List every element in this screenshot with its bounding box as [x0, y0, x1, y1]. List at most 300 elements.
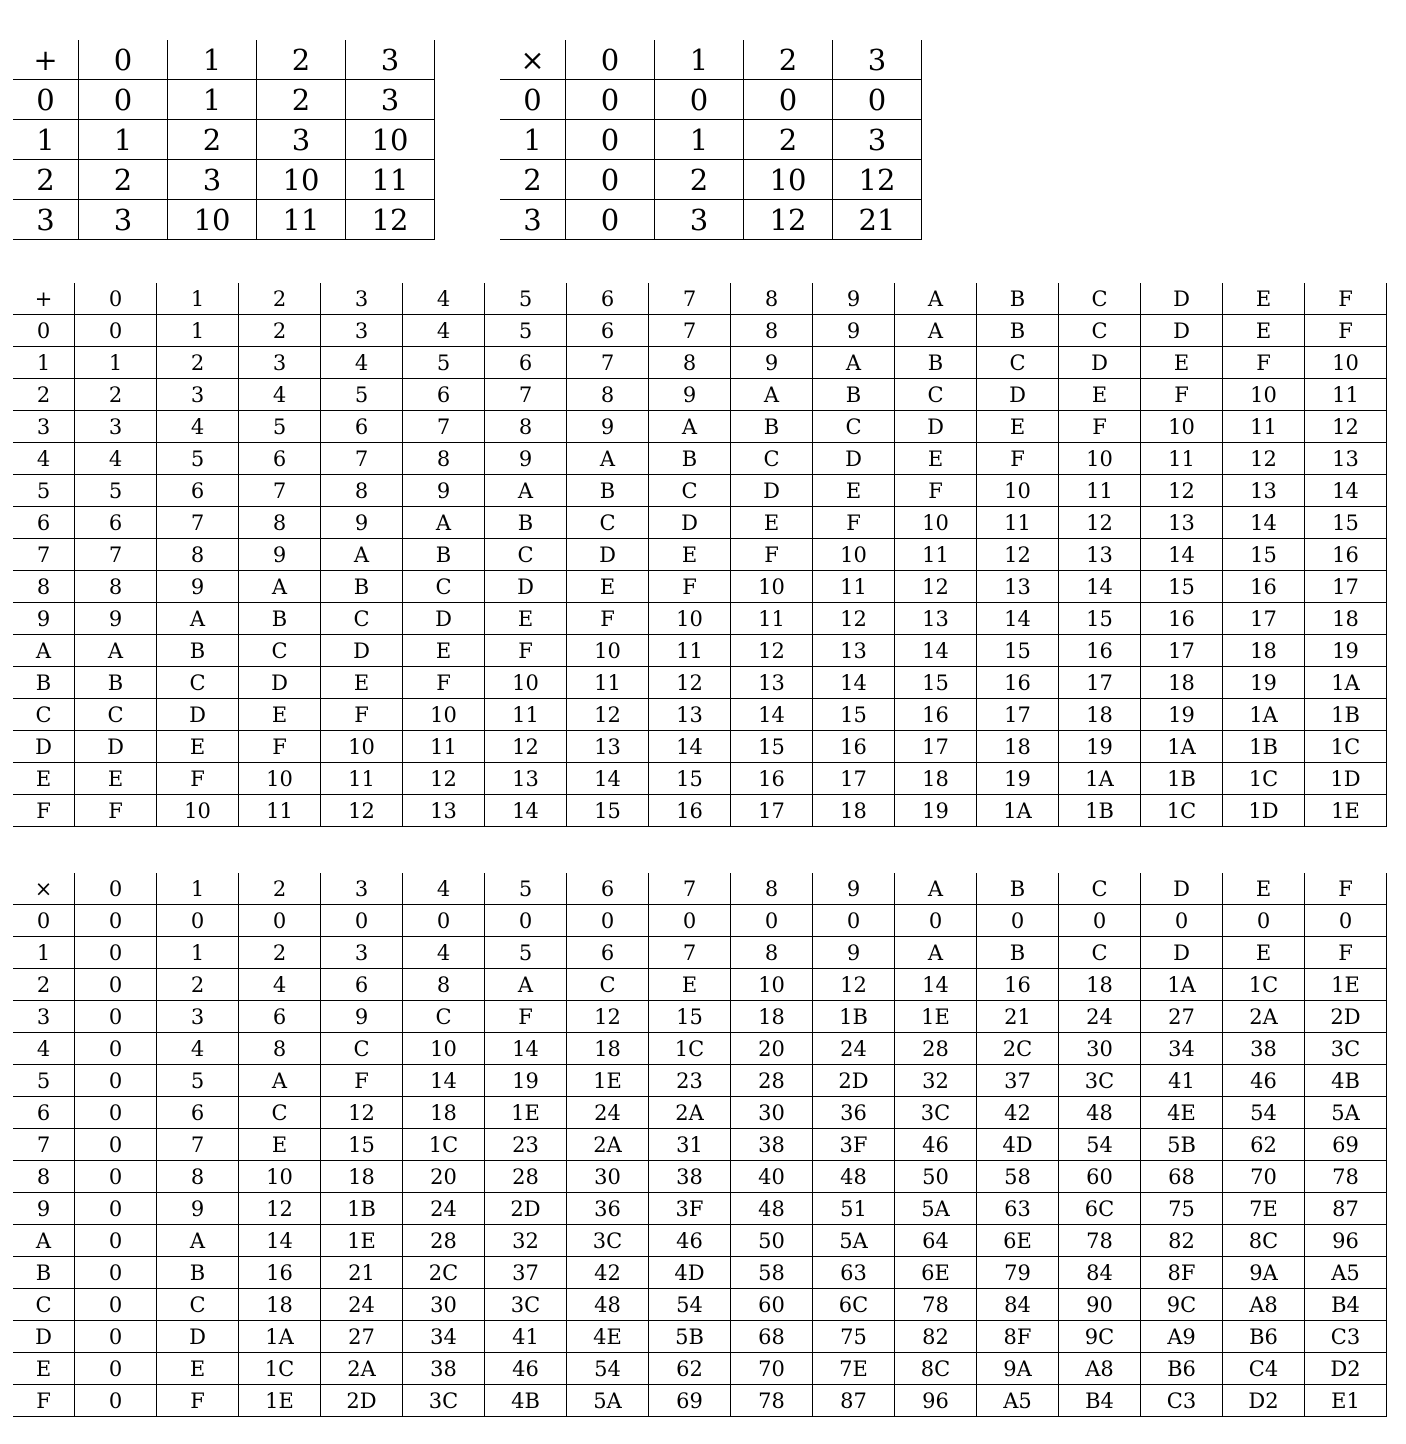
table-cell: B	[403, 539, 485, 571]
table-cell: 2	[239, 315, 321, 347]
table-cell: 84	[1059, 1257, 1141, 1289]
table-cell: B	[977, 937, 1059, 969]
column-header: 5	[485, 873, 567, 905]
column-header: B	[977, 283, 1059, 315]
table-cell: C	[239, 635, 321, 667]
table-row	[13, 120, 435, 160]
table-cell: A	[75, 635, 157, 667]
row-header: 8	[13, 571, 75, 603]
table-cell: 1E	[1305, 969, 1387, 1001]
column-header: C	[1059, 283, 1141, 315]
table-cell: 20	[403, 1161, 485, 1193]
row-header: 3	[13, 1001, 75, 1033]
table-cell: F	[567, 603, 649, 635]
table-cell: A	[649, 411, 731, 443]
table-row	[13, 731, 1387, 763]
table-cell: 3C	[1305, 1033, 1387, 1065]
table-cell: D2	[1223, 1385, 1305, 1417]
table-cell: 14	[1305, 475, 1387, 507]
table-cell: C	[731, 443, 813, 475]
table-cell: A	[895, 315, 977, 347]
table-cell: C	[157, 667, 239, 699]
table-cell: 18	[1141, 667, 1223, 699]
table-row	[13, 507, 1387, 539]
table-cell: 54	[1059, 1129, 1141, 1161]
table-cell: 14	[403, 1065, 485, 1097]
table-cell: 10	[403, 699, 485, 731]
table-cell: 58	[731, 1257, 813, 1289]
table-cell: 14	[1059, 571, 1141, 603]
row-header: E	[13, 763, 75, 795]
table-cell: 1B	[321, 1193, 403, 1225]
table-cell: 5A	[567, 1385, 649, 1417]
table-cell: 30	[403, 1289, 485, 1321]
table-row	[13, 1129, 1387, 1161]
table-cell: 4	[75, 443, 157, 475]
table-cell: 3C	[895, 1097, 977, 1129]
row-header: B	[13, 667, 75, 699]
table-cell: 1A	[1059, 763, 1141, 795]
table-cell: A	[567, 443, 649, 475]
table-cell: 11	[1223, 411, 1305, 443]
table-row	[13, 1161, 1387, 1193]
table-cell: 0	[75, 1289, 157, 1321]
table-cell: 8	[731, 315, 813, 347]
table-cell: 11	[895, 539, 977, 571]
row-header: 7	[13, 1129, 75, 1161]
column-header: 7	[649, 283, 731, 315]
table-cell: 13	[895, 603, 977, 635]
table-cell: C	[403, 1001, 485, 1033]
table-cell: F	[1223, 347, 1305, 379]
table-cell: 10	[1223, 379, 1305, 411]
table-cell: 12	[567, 699, 649, 731]
column-header: A	[895, 283, 977, 315]
table-cell: 1C	[1141, 795, 1223, 827]
table-cell: 42	[977, 1097, 1059, 1129]
table-cell: 18	[813, 795, 895, 827]
table-cell: 0	[895, 905, 977, 937]
table-cell: F	[731, 539, 813, 571]
table-cell: 46	[895, 1129, 977, 1161]
operator-symbol: +	[13, 40, 79, 80]
table-cell: 1C	[1305, 731, 1387, 763]
table-cell: F	[977, 443, 1059, 475]
table-cell: 2D	[813, 1065, 895, 1097]
table-cell: 0	[75, 1001, 157, 1033]
row-header: 1	[500, 120, 566, 160]
table-row	[13, 411, 1387, 443]
row-header: 3	[500, 200, 566, 240]
table-cell: 9	[321, 507, 403, 539]
table-cell: C	[157, 1289, 239, 1321]
header-row	[13, 40, 435, 80]
table-cell: 5B	[649, 1321, 731, 1353]
table-cell: A5	[977, 1385, 1059, 1417]
table-cell: 75	[813, 1321, 895, 1353]
row-header: 7	[13, 539, 75, 571]
table-cell: 10	[731, 969, 813, 1001]
table-cell: 3	[833, 120, 922, 160]
base4-addition-table	[13, 40, 435, 240]
table-cell: 9	[239, 539, 321, 571]
table-cell: 15	[649, 763, 731, 795]
column-header: 8	[731, 283, 813, 315]
table-cell: 16	[977, 969, 1059, 1001]
column-header: 7	[649, 873, 731, 905]
table-cell: A	[403, 507, 485, 539]
table-cell: 2	[157, 347, 239, 379]
table-cell: 1	[157, 937, 239, 969]
table-cell: 17	[731, 795, 813, 827]
table-cell: 19	[1305, 635, 1387, 667]
table-cell: F	[403, 667, 485, 699]
table-cell: 0	[731, 905, 813, 937]
table-cell: 14	[813, 667, 895, 699]
table-cell: 87	[1305, 1193, 1387, 1225]
column-header: 0	[75, 283, 157, 315]
table-cell: 12	[321, 795, 403, 827]
column-header: B	[977, 873, 1059, 905]
table-cell: 3	[168, 160, 257, 200]
table-cell: 9A	[977, 1353, 1059, 1385]
table-cell: 18	[239, 1289, 321, 1321]
column-header: 1	[655, 40, 744, 80]
table-cell: 24	[321, 1289, 403, 1321]
table-cell: 9A	[1223, 1257, 1305, 1289]
table-cell: 11	[257, 200, 346, 240]
table-cell: 3	[75, 411, 157, 443]
table-cell: 0	[75, 1321, 157, 1353]
table-cell: 12	[649, 667, 731, 699]
table-cell: 24	[403, 1193, 485, 1225]
table-cell: C	[321, 1033, 403, 1065]
table-cell: B	[977, 315, 1059, 347]
table-cell: 16	[1305, 539, 1387, 571]
table-cell: C	[567, 507, 649, 539]
table-cell: B	[157, 635, 239, 667]
table-cell: 46	[1223, 1065, 1305, 1097]
table-cell: 10	[157, 795, 239, 827]
table-cell: 1E	[485, 1097, 567, 1129]
table-cell: C4	[1223, 1353, 1305, 1385]
table-cell: 9	[567, 411, 649, 443]
table-cell: 5A	[1305, 1097, 1387, 1129]
table-cell: 1	[75, 347, 157, 379]
table-cell: 0	[833, 80, 922, 120]
table-cell: 1E	[239, 1385, 321, 1417]
table-cell: 14	[567, 763, 649, 795]
table-cell: 18	[731, 1001, 813, 1033]
row-header: 2	[13, 379, 75, 411]
table-cell: 10	[321, 731, 403, 763]
table-cell: 0	[403, 905, 485, 937]
table-cell: 28	[403, 1225, 485, 1257]
table-cell: 60	[1059, 1161, 1141, 1193]
table-cell: 9	[649, 379, 731, 411]
table-cell: 5	[485, 937, 567, 969]
table-cell: 18	[567, 1033, 649, 1065]
row-header: E	[13, 1353, 75, 1385]
table-cell: 1B	[813, 1001, 895, 1033]
table-cell: 7	[75, 539, 157, 571]
table-cell: B	[321, 571, 403, 603]
table-cell: 13	[1059, 539, 1141, 571]
table-cell: 64	[895, 1225, 977, 1257]
table-cell: F	[1305, 937, 1387, 969]
table-cell: 87	[813, 1385, 895, 1417]
table-cell: D	[1141, 937, 1223, 969]
table-cell: 2A	[321, 1353, 403, 1385]
table-cell: 10	[813, 539, 895, 571]
table-cell: 0	[813, 905, 895, 937]
table-cell: 10	[239, 763, 321, 795]
table-cell: C	[977, 347, 1059, 379]
table-cell: 48	[731, 1193, 813, 1225]
table-cell: 14	[1223, 507, 1305, 539]
table-cell: A	[731, 379, 813, 411]
table-cell: 4D	[649, 1257, 731, 1289]
table-cell: 21	[833, 200, 922, 240]
table-cell: A	[321, 539, 403, 571]
column-header: E	[1223, 283, 1305, 315]
table-cell: E	[157, 731, 239, 763]
table-cell: 8	[485, 411, 567, 443]
table-row	[13, 200, 435, 240]
table-cell: C	[75, 699, 157, 731]
row-header: 6	[13, 1097, 75, 1129]
column-header: 2	[257, 40, 346, 80]
table-cell: 17	[1141, 635, 1223, 667]
table-cell: D	[895, 411, 977, 443]
table-cell: 12	[977, 539, 1059, 571]
table-cell: 24	[813, 1033, 895, 1065]
table-cell: 48	[813, 1161, 895, 1193]
row-header: 8	[13, 1161, 75, 1193]
table-cell: E1	[1305, 1385, 1387, 1417]
table-row	[500, 200, 922, 240]
table-cell: 30	[731, 1097, 813, 1129]
row-header: C	[13, 1289, 75, 1321]
table-cell: 2	[239, 937, 321, 969]
column-header: 8	[731, 873, 813, 905]
table-cell: 12	[567, 1001, 649, 1033]
table-cell: D	[731, 475, 813, 507]
table-cell: 62	[649, 1353, 731, 1385]
table-cell: C	[403, 571, 485, 603]
table-cell: 19	[1059, 731, 1141, 763]
table-cell: 2C	[403, 1257, 485, 1289]
table-cell: 1B	[1141, 763, 1223, 795]
table-cell: 11	[813, 571, 895, 603]
table-cell: 38	[731, 1129, 813, 1161]
table-cell: 16	[239, 1257, 321, 1289]
table-cell: 6	[567, 937, 649, 969]
table-cell: 58	[977, 1161, 1059, 1193]
table-cell: 2	[75, 379, 157, 411]
table-cell: 54	[567, 1353, 649, 1385]
table-cell: 8C	[895, 1353, 977, 1385]
table-row	[13, 1289, 1387, 1321]
table-cell: 8	[649, 347, 731, 379]
table-cell: 23	[649, 1065, 731, 1097]
table-cell: 10	[403, 1033, 485, 1065]
table-cell: C	[1059, 937, 1141, 969]
table-cell: 8F	[977, 1321, 1059, 1353]
table-cell: 4	[321, 347, 403, 379]
table-cell: E	[239, 699, 321, 731]
table-cell: 18	[977, 731, 1059, 763]
table-cell: 2A	[1223, 1001, 1305, 1033]
table-cell: 15	[1059, 603, 1141, 635]
table-cell: 96	[1305, 1225, 1387, 1257]
table-cell: 16	[1141, 603, 1223, 635]
table-cell: 54	[1223, 1097, 1305, 1129]
table-cell: 14	[895, 969, 977, 1001]
table-cell: 6C	[813, 1289, 895, 1321]
table-cell: 11	[346, 160, 435, 200]
base16-multiplication-table	[13, 873, 1387, 1417]
table-cell: D	[813, 443, 895, 475]
table-cell: 17	[1305, 571, 1387, 603]
table-cell: 69	[649, 1385, 731, 1417]
table-cell: 10	[257, 160, 346, 200]
table-cell: 18	[321, 1161, 403, 1193]
table-cell: 3	[257, 120, 346, 160]
table-cell: 0	[567, 905, 649, 937]
table-cell: 1A	[1141, 731, 1223, 763]
table-cell: 12	[833, 160, 922, 200]
table-cell: E	[731, 507, 813, 539]
table-cell: 2A	[649, 1097, 731, 1129]
table-cell: 11	[977, 507, 1059, 539]
table-cell: 68	[1141, 1161, 1223, 1193]
table-cell: 0	[321, 905, 403, 937]
table-cell: 27	[321, 1321, 403, 1353]
column-header: 3	[321, 283, 403, 315]
table-cell: 0	[649, 905, 731, 937]
table-cell: 16	[731, 763, 813, 795]
column-header: 2	[744, 40, 833, 80]
table-cell: 70	[1223, 1161, 1305, 1193]
table-cell: 4	[403, 315, 485, 347]
table-row	[500, 80, 922, 120]
table-row	[500, 120, 922, 160]
table-cell: 9	[731, 347, 813, 379]
table-cell: C	[567, 969, 649, 1001]
table-cell: 7	[649, 937, 731, 969]
table-cell: 0	[1305, 905, 1387, 937]
row-header: 9	[13, 603, 75, 635]
column-header: 2	[239, 873, 321, 905]
table-cell: E	[239, 1129, 321, 1161]
table-cell: 4	[157, 1033, 239, 1065]
table-cell: 15	[895, 667, 977, 699]
table-cell: 78	[1059, 1225, 1141, 1257]
table-cell: 19	[485, 1065, 567, 1097]
table-cell: 42	[567, 1257, 649, 1289]
table-cell: F	[895, 475, 977, 507]
table-cell: 10	[649, 603, 731, 635]
table-cell: F	[157, 1385, 239, 1417]
table-row	[500, 160, 922, 200]
table-cell: 2D	[321, 1385, 403, 1417]
table-cell: C3	[1141, 1385, 1223, 1417]
table-row	[13, 1097, 1387, 1129]
table-cell: F	[1141, 379, 1223, 411]
table-cell: B	[239, 603, 321, 635]
table-cell: 2D	[485, 1193, 567, 1225]
table-cell: F	[485, 635, 567, 667]
table-cell: 0	[655, 80, 744, 120]
table-cell: 7	[321, 443, 403, 475]
table-cell: 18	[1059, 969, 1141, 1001]
table-cell: 12	[813, 603, 895, 635]
table-cell: 8F	[1141, 1257, 1223, 1289]
table-row	[13, 635, 1387, 667]
table-cell: B	[75, 667, 157, 699]
table-cell: A	[239, 1065, 321, 1097]
table-cell: 7E	[1223, 1193, 1305, 1225]
row-header: 4	[13, 1033, 75, 1065]
table-cell: 0	[1223, 905, 1305, 937]
table-cell: 0	[75, 1161, 157, 1193]
table-cell: B6	[1141, 1353, 1223, 1385]
base4-multiplication-table	[500, 40, 922, 240]
table-cell: 90	[1059, 1289, 1141, 1321]
column-header: C	[1059, 873, 1141, 905]
table-cell: 1E	[321, 1225, 403, 1257]
operator-symbol: ×	[13, 873, 75, 905]
table-row	[13, 1321, 1387, 1353]
table-cell: F	[485, 1001, 567, 1033]
table-cell: A8	[1059, 1353, 1141, 1385]
table-cell: 14	[485, 1033, 567, 1065]
table-cell: E	[485, 603, 567, 635]
table-cell: 1A	[1305, 667, 1387, 699]
table-cell: F	[649, 571, 731, 603]
table-cell: B	[731, 411, 813, 443]
table-cell: 75	[1141, 1193, 1223, 1225]
table-cell: 6	[157, 1097, 239, 1129]
table-cell: F	[1059, 411, 1141, 443]
table-cell: 27	[1141, 1001, 1223, 1033]
table-cell: 34	[1141, 1033, 1223, 1065]
table-cell: 3	[157, 1001, 239, 1033]
table-cell: 36	[567, 1193, 649, 1225]
table-cell: F	[157, 763, 239, 795]
table-cell: 18	[1059, 699, 1141, 731]
table-cell: 1A	[977, 795, 1059, 827]
table-cell: E	[895, 443, 977, 475]
table-cell: A	[239, 571, 321, 603]
table-row	[13, 347, 1387, 379]
table-cell: 1A	[1141, 969, 1223, 1001]
table-cell: 4E	[1141, 1097, 1223, 1129]
table-cell: 0	[75, 937, 157, 969]
header-row	[500, 40, 922, 80]
table-cell: 0	[566, 200, 655, 240]
table-cell: 1E	[567, 1065, 649, 1097]
table-cell: C	[485, 539, 567, 571]
table-cell: 1B	[1305, 699, 1387, 731]
table-cell: 11	[1141, 443, 1223, 475]
row-header: C	[13, 699, 75, 731]
table-cell: F	[813, 507, 895, 539]
table-cell: 1A	[239, 1321, 321, 1353]
table-cell: 12	[744, 200, 833, 240]
table-cell: 10	[977, 475, 1059, 507]
